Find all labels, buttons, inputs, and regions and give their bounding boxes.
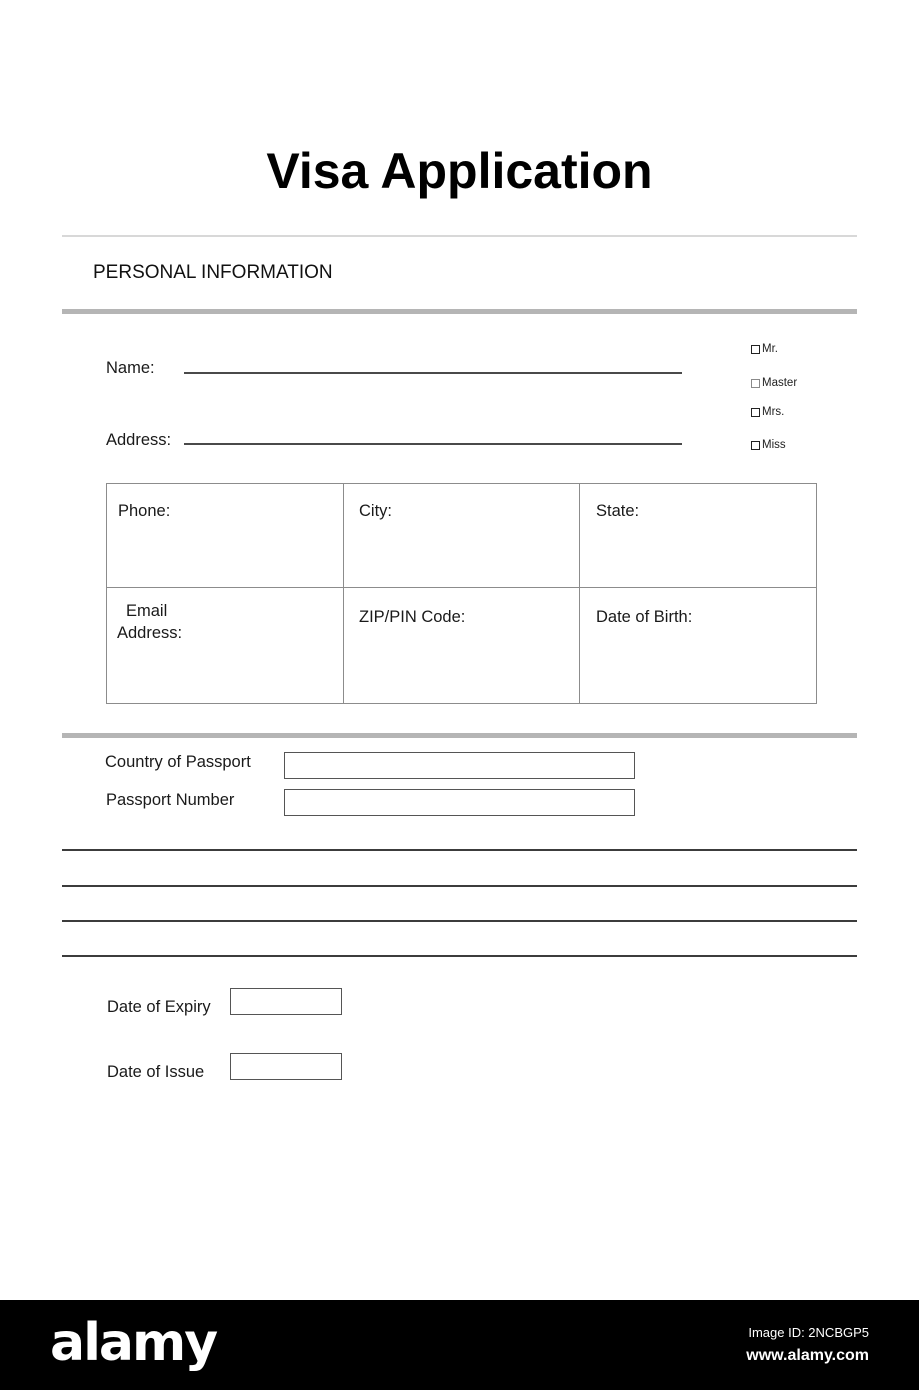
section-heading-personal-information: PERSONAL INFORMATION bbox=[93, 262, 333, 283]
alamy-logo: alamy bbox=[50, 1313, 217, 1373]
state-cell[interactable] bbox=[580, 484, 816, 588]
contact-details-grid bbox=[106, 483, 817, 704]
date-of-issue-label: Date of Issue bbox=[107, 1063, 205, 1081]
country-of-passport-input[interactable] bbox=[284, 752, 635, 779]
salutation-mr-label: Mr. bbox=[762, 343, 778, 355]
passport-number-input[interactable] bbox=[284, 789, 635, 816]
phone-cell[interactable] bbox=[107, 484, 344, 588]
date-of-expiry-input[interactable] bbox=[230, 988, 342, 1015]
salutation-master-label: Master bbox=[762, 377, 798, 389]
writing-line[interactable] bbox=[62, 920, 857, 922]
checkbox-mrs[interactable] bbox=[751, 408, 760, 417]
address-line-field[interactable] bbox=[184, 443, 682, 445]
salutation-mr[interactable] bbox=[751, 343, 778, 355]
salutation-miss[interactable] bbox=[751, 439, 786, 451]
writing-line[interactable] bbox=[62, 955, 857, 957]
city-label: City: bbox=[359, 502, 392, 520]
title-divider bbox=[62, 235, 857, 237]
phone-label: Phone: bbox=[118, 502, 171, 520]
page-title: Visa Application bbox=[266, 143, 653, 199]
stock-url-text: www.alamy.com bbox=[746, 1347, 869, 1364]
passport-section-divider bbox=[62, 733, 857, 738]
salutation-mrs[interactable] bbox=[751, 406, 784, 418]
email-address-cell[interactable] bbox=[107, 588, 344, 703]
email-label-line1: Email bbox=[126, 602, 168, 620]
section-divider bbox=[62, 309, 857, 314]
salutation-miss-label: Miss bbox=[762, 439, 786, 451]
checkbox-master[interactable] bbox=[751, 379, 760, 388]
image-id-text: Image ID: 2NCBGP5 bbox=[748, 1325, 869, 1340]
city-cell[interactable] bbox=[344, 484, 580, 588]
email-label-line2: Address: bbox=[117, 624, 183, 642]
date-of-issue-input[interactable] bbox=[230, 1053, 342, 1080]
date-of-birth-cell[interactable] bbox=[580, 588, 816, 703]
salutation-mrs-label: Mrs. bbox=[762, 406, 785, 418]
passport-number-label: Passport Number bbox=[106, 791, 235, 809]
country-of-passport-label: Country of Passport bbox=[105, 753, 251, 771]
date-of-expiry-label: Date of Expiry bbox=[107, 998, 211, 1016]
state-label: State: bbox=[596, 502, 640, 520]
checkbox-miss[interactable] bbox=[751, 441, 760, 450]
checkbox-mr[interactable] bbox=[751, 345, 760, 354]
dob-label: Date of Birth: bbox=[596, 608, 693, 626]
zip-label: ZIP/PIN Code: bbox=[359, 608, 466, 626]
name-line-field[interactable] bbox=[184, 372, 682, 374]
writing-line[interactable] bbox=[62, 849, 857, 851]
salutation-master[interactable] bbox=[751, 377, 797, 389]
address-label: Address: bbox=[106, 431, 172, 449]
name-label: Name: bbox=[106, 359, 155, 377]
writing-line[interactable] bbox=[62, 885, 857, 887]
zip-code-cell[interactable] bbox=[344, 588, 580, 703]
